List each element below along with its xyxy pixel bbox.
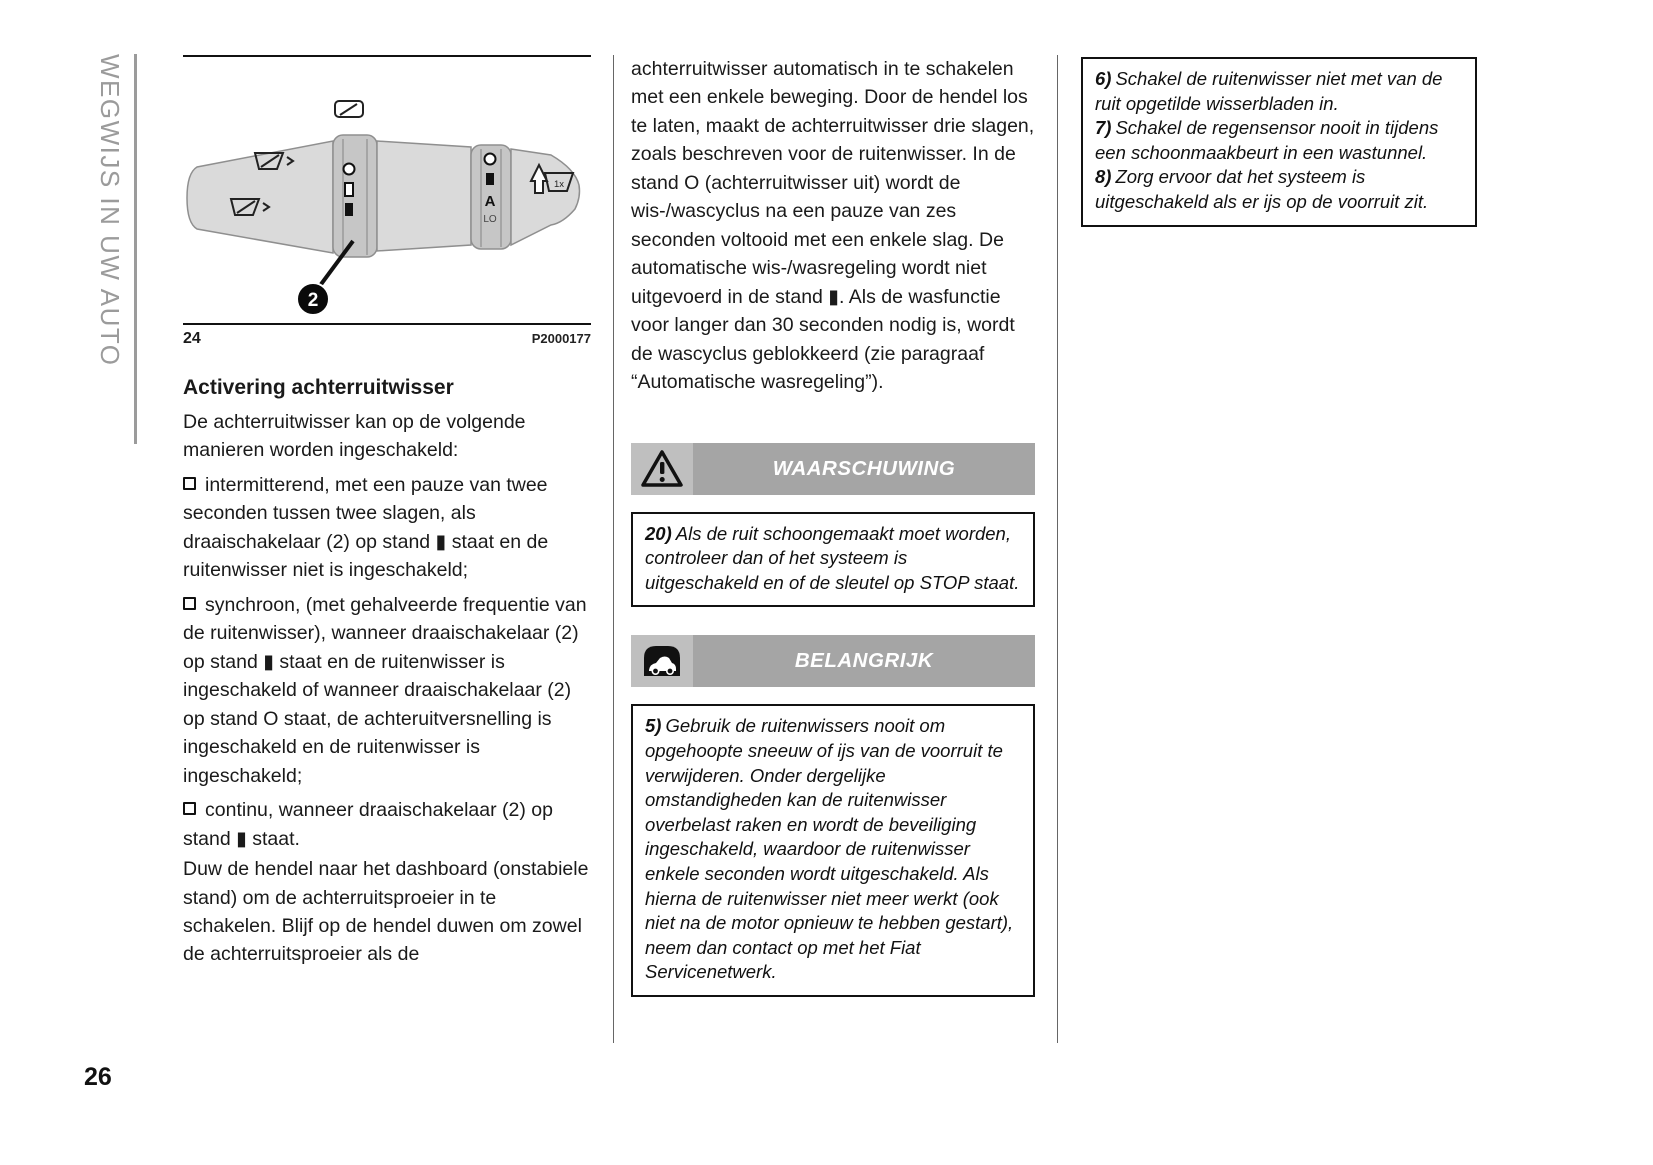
warning-title: WAARSCHUWING <box>772 456 956 480</box>
warning-note-number: 20) <box>645 522 672 544</box>
warning-note-box <box>631 512 1035 608</box>
closing-paragraph: Duw de hendel naar het dashboard (onstabiele stand) om de achterruitsproeier in te schakelen. Blijf op de hendel duwen om zowel de achterruitsproeier als de <box>183 858 589 966</box>
sidebar-section-label: WEGWIJS IN UW AUTO <box>95 54 125 367</box>
continuation-paragraph: achterruitwisser automatisch in te schakelen met een enkele beweging. Door de hendel los te laten, maakt de achterruitwisser drie slagen, zoals beschreven voor de ruitenwisser. In de stand O (achterruitwisser uit) wordt de wis-/wascyclus na een pauze van zes seconden voltooid met een enkele slag. De automatische wis-/wasregeling wordt niet uitgevoerd in de stand ▮. Als de wasfunctie voor langer dan 30 seconden nodig is, wordt de wascyclus geblokkeerd (zie paragraaf “Automatische wasregeling”). <box>631 58 1035 394</box>
note-number: 6) <box>1095 68 1112 89</box>
bullet-text: continu, wanneer draaischakelaar (2) op stand ▮ staat. <box>183 799 553 850</box>
bullet-text: intermitterend, met een pauze van twee seconden tussen twee slagen, als draaischakelaar (2) op stand ▮ staat en de ruitenwisser niet is ingeschakeld; <box>183 473 549 582</box>
figure-caption <box>183 330 591 348</box>
note-text: Schakel de ruitenwisser niet met van de ruit opgetilde wisserbladen in. <box>1095 68 1443 114</box>
bullet-item <box>183 471 591 585</box>
figure-code: P2000177 <box>531 331 591 346</box>
callout-number: 2 <box>307 290 319 311</box>
position-on-mark <box>345 203 353 216</box>
note-item <box>1095 67 1463 116</box>
note-item <box>1095 165 1463 214</box>
column-divider-left <box>613 55 614 1043</box>
warning-note-text: Als de ruit schoongemaakt moet worden, controleer dan of het systeem is uitgeschakeld en of de sleutel op STOP staat. <box>645 522 1020 593</box>
figure-wiper-stalk <box>183 55 591 348</box>
important-note-text: Gebruik de ruitenwissers nooit om opgehoopte sneeuw of ijs van de voorruit te verwijderen. Onder dergelijke omstandigheden kan de ruitenwisser overbelast raken en wordt de beveiliging ingeschakeld, waardoor de ruitenwisser enkele seconden wordt uitgeschakeld. Als hierna de ruitenwisser niet meer werkt (ook niet na de motor opnieuw te hebben gestart), neem dan contact op met het Fiat Servicenetwerk. <box>645 715 1014 983</box>
warning-triangle-icon <box>631 443 693 495</box>
bullet-text: synchroon, (met gehalveerde frequentie van de ruitenwisser), wanneer draaischakelaar (2) op stand ▮ staat en de ruitenwisser is ingeschakeld of wanneer draaischakelaar (2) op stand O staat, de achteruitversnelling is ingeschakeld en de ruitenwisser is ingeschakeld; <box>183 593 587 787</box>
square-bullet-icon <box>183 477 196 490</box>
notes-box <box>1081 57 1477 227</box>
middle-column <box>631 55 1035 997</box>
left-column <box>183 55 591 969</box>
front-int-mark <box>486 173 494 185</box>
note-item <box>1095 116 1463 165</box>
square-bullet-icon <box>183 597 196 610</box>
note-number: 7) <box>1095 117 1112 139</box>
important-note-box <box>631 704 1035 997</box>
car-damage-icon <box>631 635 693 687</box>
important-title: BELANGRIJK <box>794 649 934 673</box>
figure-top-rule <box>183 55 591 57</box>
warning-banner <box>631 443 1035 495</box>
page-number: 26 <box>84 1063 112 1091</box>
once-label: 1x <box>553 179 565 190</box>
figure-bottom-rule <box>183 323 591 325</box>
position-off-mark <box>344 164 355 175</box>
important-note-number: 5) <box>645 715 662 737</box>
figure-number: 24 <box>183 330 201 347</box>
sidebar-rule <box>134 54 137 444</box>
column-divider-right <box>1057 55 1058 1043</box>
lo-label: LO <box>483 214 497 225</box>
right-column <box>1081 55 1477 227</box>
bullet-item <box>183 591 591 790</box>
auto-label: A <box>484 193 496 210</box>
note-text: Schakel de regensensor nooit in tijdens een schoonmaakbeurt in een wastunnel. <box>1095 117 1439 163</box>
intro-paragraph: De achterruitwisser kan op de volgende manieren worden ingeschakeld: <box>183 411 526 462</box>
wiper-stalk-illustration <box>183 61 591 319</box>
note-number: 8) <box>1095 166 1112 188</box>
front-off-mark <box>485 154 496 165</box>
important-banner <box>631 635 1035 687</box>
square-bullet-icon <box>183 802 196 815</box>
position-int-mark <box>345 183 353 196</box>
bullet-item <box>183 796 591 853</box>
note-text: Zorg ervoor dat het systeem is uitgeschakeld als er ijs op de voorruit zit. <box>1095 166 1429 212</box>
section-heading: Activering achterruitwisser <box>183 376 454 399</box>
rear-window-wiper-icon <box>335 101 363 117</box>
